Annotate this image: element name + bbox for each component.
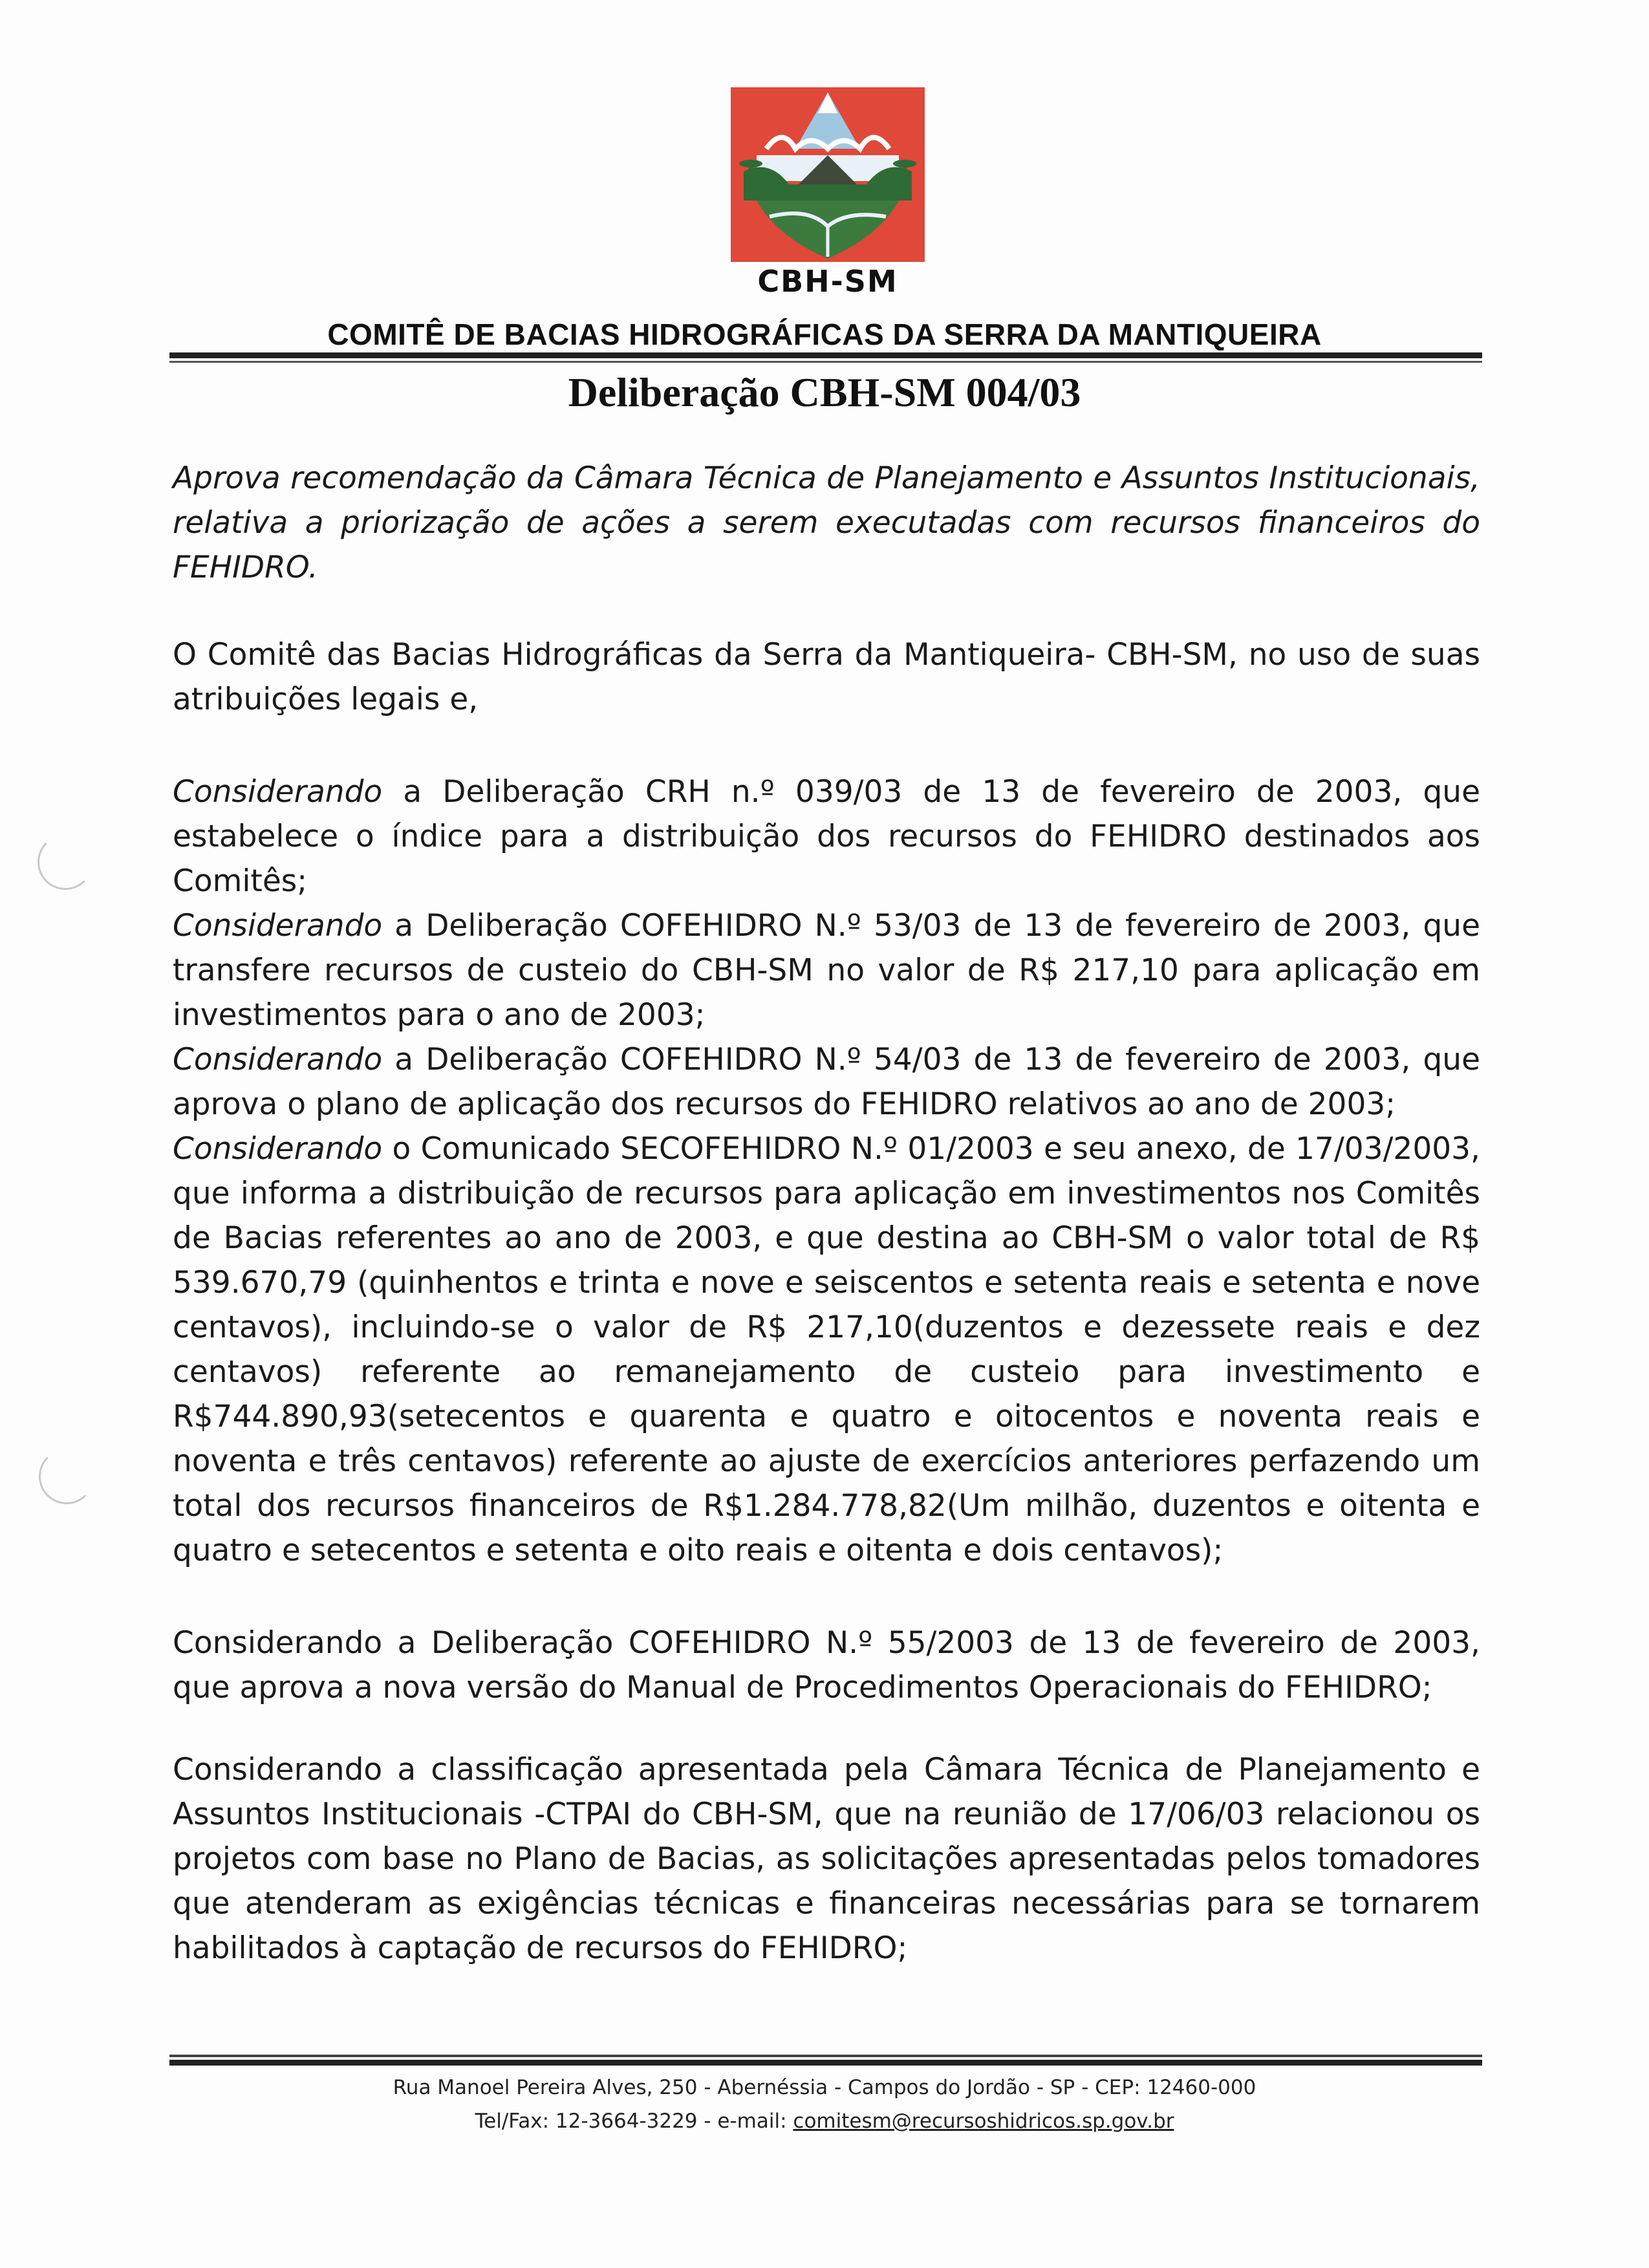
header-divider-thin	[169, 361, 1482, 363]
considerando-ctpai: Considerando a classificação apresentada pela Câmara Técnica de Planejamento e Assuntos Institucionais -CTPAI do CBH-SM, que na reunião de 17/06/03 relacionou os projetos com base no Plano de Bacias, as solicitações apresentadas pelos tomadores que atenderam as exigências técnicas e financeiras necessárias para se tornarem habilitados à captação de recursos do FEHIDRO;	[173, 1752, 1480, 1966]
document-body	[173, 456, 1480, 1971]
considerando-text: a Deliberação COFEHIDRO N.º 53/03 de 13 de fevereiro de 2003, que transfere recursos de custeio do CBH-SM no valor de R$ 217,10 para aplicação em investimentos para o ano de 2003;	[173, 908, 1480, 1033]
considerando-cofehidro-54	[173, 1037, 1480, 1127]
footer-divider-thin	[169, 2055, 1482, 2057]
document-title: Deliberação CBH-SM 004/03	[568, 369, 1081, 415]
abstract: Aprova recomendação da Câmara Técnica de Planejamento e Assuntos Institucionais, relativa a priorização de ações a serem executadas com recursos financeiros do FEHIDRO.	[173, 460, 1480, 585]
considerando-secofehidro	[173, 1127, 1480, 1573]
footer-email-link[interactable]: comitesm@recursoshidricos.sp.gov.br	[793, 2110, 1174, 2133]
considerando-text: a Deliberação COFEHIDRO N.º 54/03 de 13 de fevereiro de 2003, que aprova o plano de aplicação dos recursos do FEHIDRO relativos ao ano de 2003;	[173, 1042, 1480, 1122]
logo-text: CBH-SM	[757, 264, 898, 299]
considerando-text: a Deliberação CRH n.º 039/03 de 13 de fevereiro de 2003, que estabelece o índice para a distribuição dos recursos do FEHIDRO destinados aos Comitês;	[173, 774, 1480, 899]
footer-contact	[0, 2104, 1649, 2138]
footer-phone: Tel/Fax: 12-3664-3229 - e-mail:	[475, 2110, 793, 2133]
considerando-lead: Considerando	[173, 1042, 383, 1077]
punch-hole-mark-top	[38, 834, 93, 890]
punch-hole-mark-bottom	[39, 1449, 94, 1504]
cbh-sm-logo	[731, 87, 925, 297]
footer	[0, 2071, 1649, 2138]
logo-emblem	[731, 87, 925, 262]
considerando-lead: Considerando	[173, 774, 383, 810]
footer-address: Rua Manoel Pereira Alves, 250 - Abernéssia - Campos do Jordão - SP - CEP: 12460-000	[393, 2076, 1256, 2099]
intro-paragraph: O Comitê das Bacias Hidrográficas da Serra da Mantiqueira- CBH-SM, no uso de suas atribuições legais e,	[173, 637, 1480, 717]
considerando-cofehidro-55: Considerando a Deliberação COFEHIDRO N.º 55/2003 de 13 de fevereiro de 2003, que aprova a nova versão do Manual de Procedimentos Operacionais do FEHIDRO;	[173, 1625, 1480, 1705]
considerando-text: o Comunicado SECOFEHIDRO N.º 01/2003 e seu anexo, de 17/03/2003, que informa a distribuição de recursos para aplicação em investimentos nos Comitês de Bacias referentes ao ano de 2003, e que destina ao CBH-SM o valor total de R$ 539.670,79 (quinhentos e trinta e nove e seiscentos e setenta reais e setenta e nove centavos), incluindo-se o valor de R$ 217,10(duzentos e dezessete reais e dez centavos) referente ao remanejamento de custeio para investimento e R$744.890,93(setecentos e quarenta e quatro e oitocentos e noventa reais e noventa e três centavos) referente ao ajuste de exercícios anteriores perfazendo um total dos recursos financeiros de R$1.284.778,82(Um milhão, duzentos e oitenta e quatro e setecentos e setenta e oito reais e oitenta e dois centavos);	[173, 1131, 1480, 1568]
footer-divider	[169, 2060, 1482, 2066]
considerando-lead: Considerando	[173, 1131, 383, 1167]
header-divider	[169, 352, 1482, 358]
considerando-cofehidro-53	[173, 903, 1480, 1037]
considerando-lead: Considerando	[173, 908, 383, 944]
considerando-crh-039	[173, 770, 1480, 903]
committee-name: COMITÊ DE BACIAS HIDROGRÁFICAS DA SERRA DA MANTIQUEIRA	[327, 318, 1322, 351]
